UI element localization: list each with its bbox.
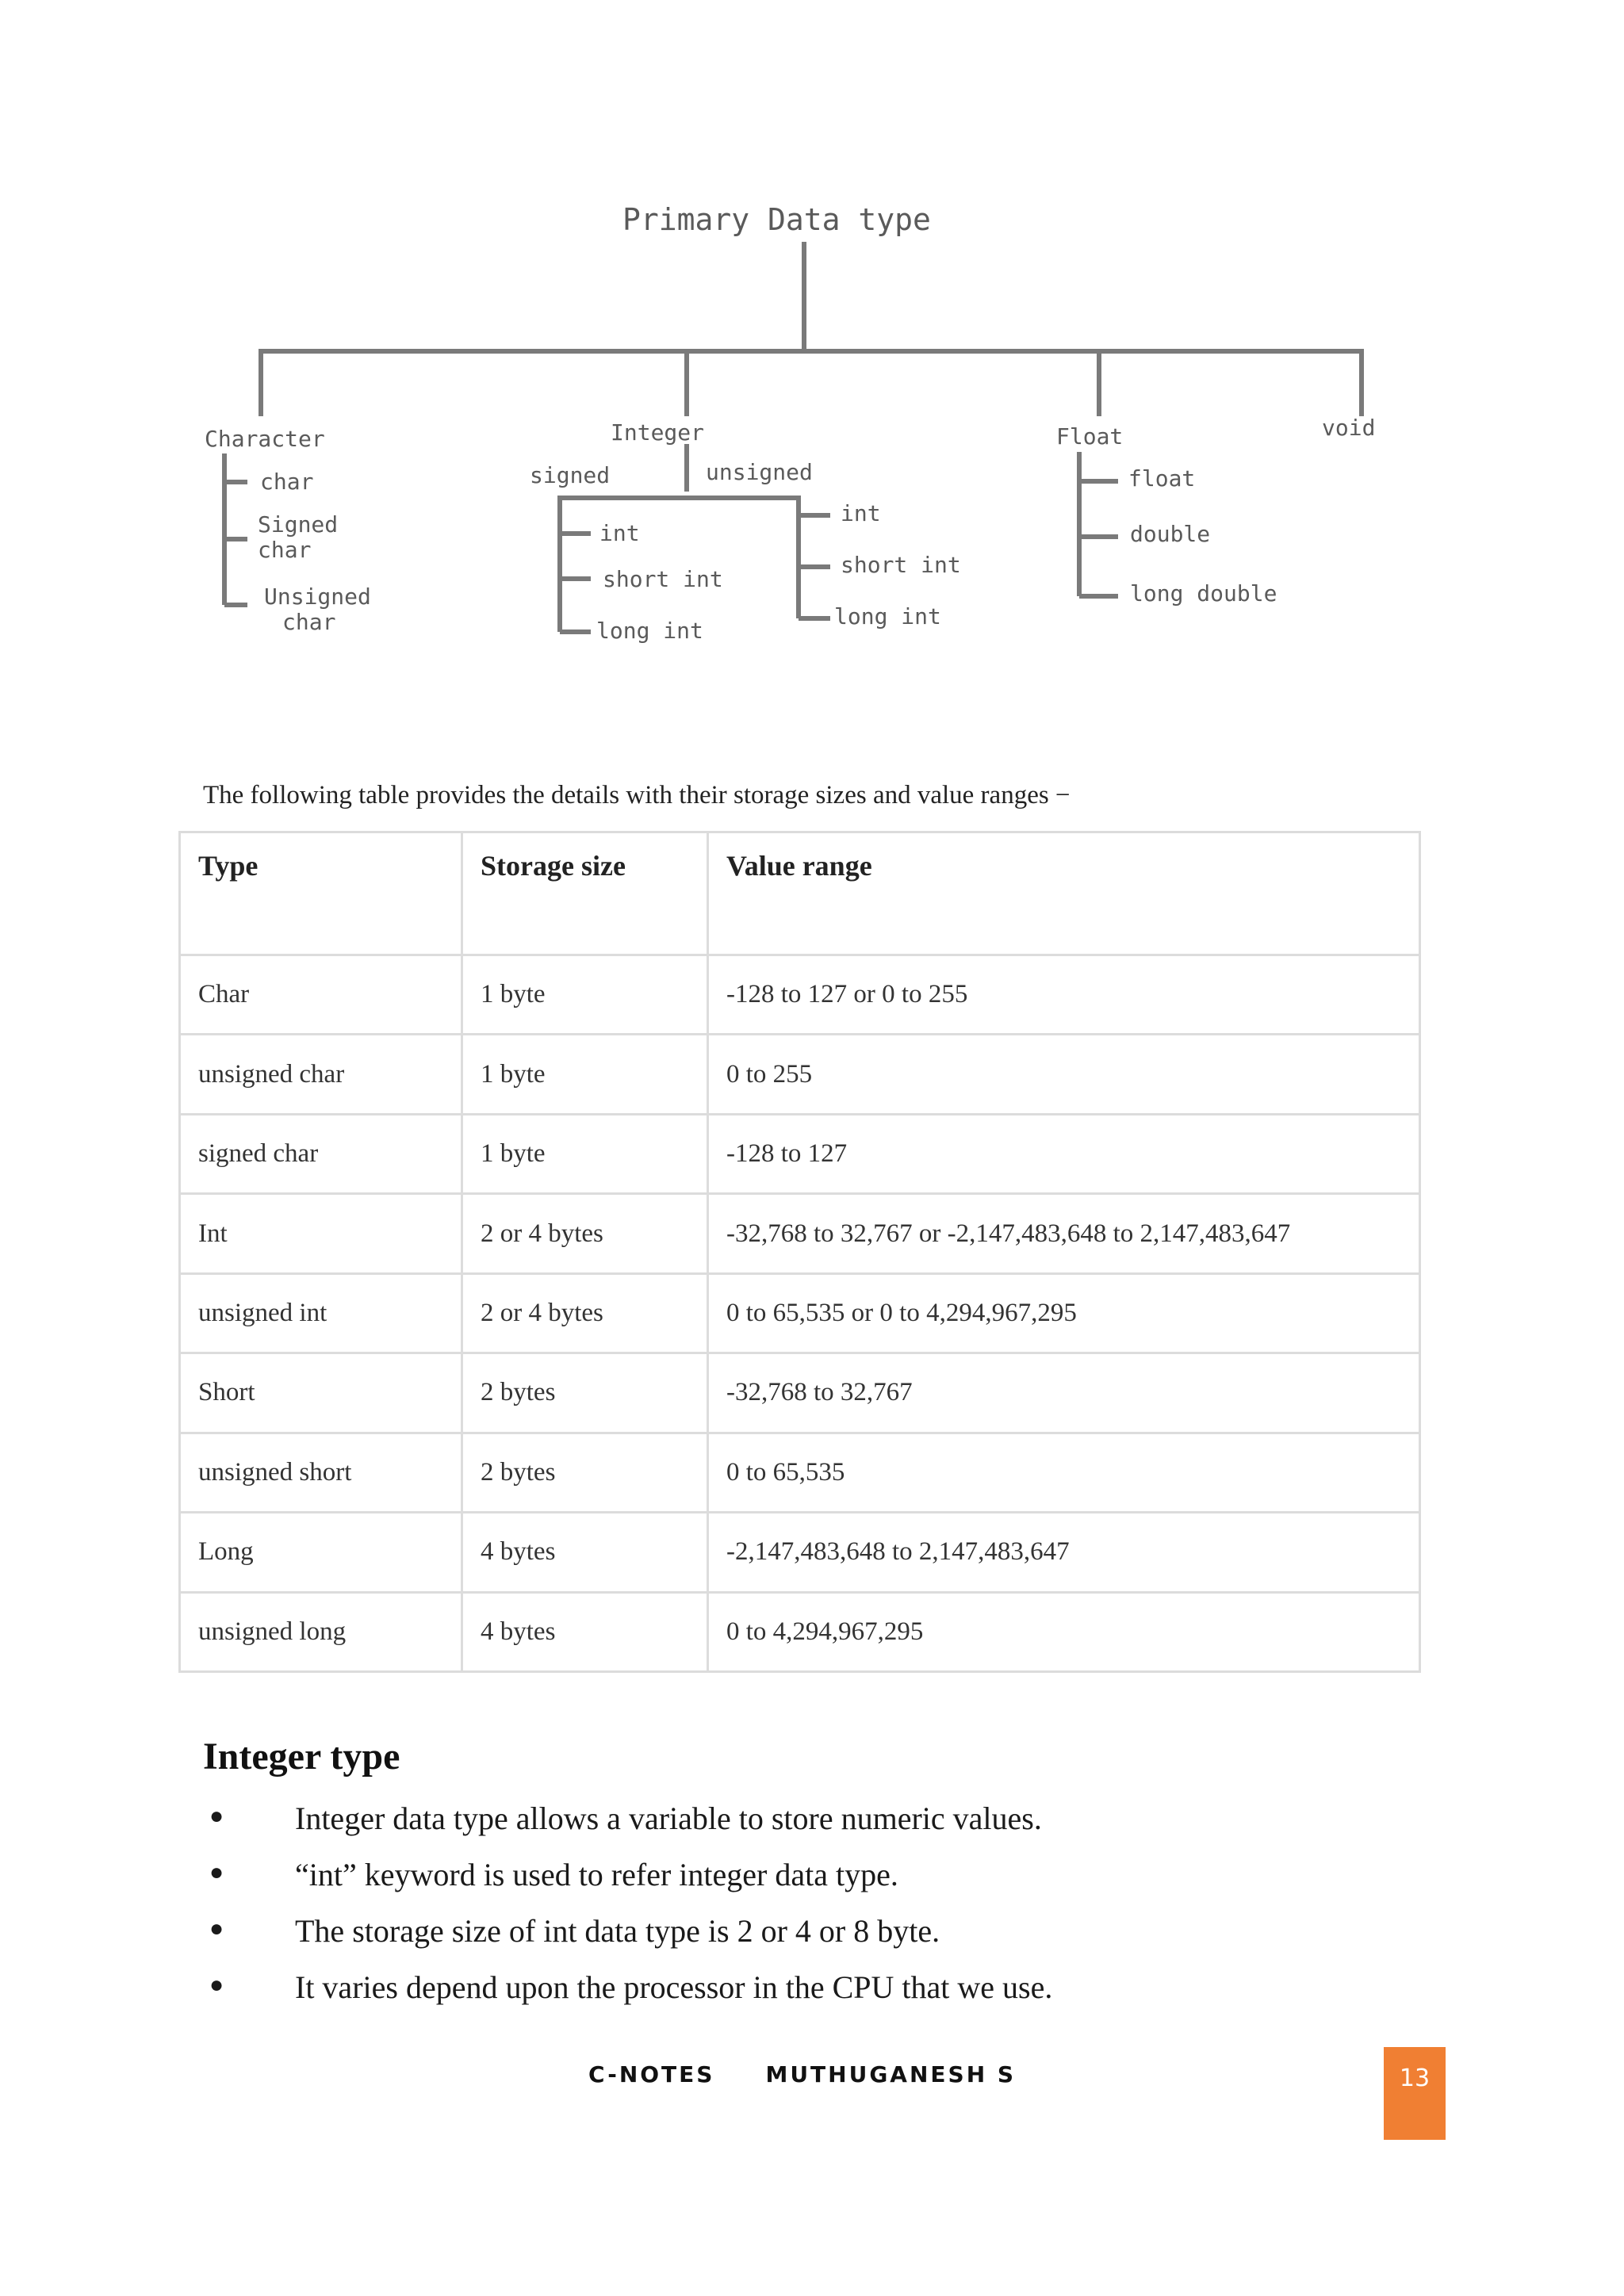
cell-value-range: 0 to 65,535	[708, 1433, 1420, 1512]
bullet-icon: ●	[209, 1915, 224, 1942]
diagram-float-label: Float	[1056, 423, 1124, 450]
diagram-signed-item: int	[599, 520, 640, 546]
diagram-unsigned-label: unsigned	[706, 459, 813, 485]
cell-value-range: -2,147,483,648 to 2,147,483,647	[708, 1513, 1420, 1592]
cell-storage-size: 4 bytes	[462, 1592, 708, 1672]
table-header-row	[180, 832, 1420, 955]
diagram-unsigned-item: short int	[841, 552, 961, 578]
diagram-character-label: Character	[205, 426, 325, 452]
bullet-text: Integer data type allows a variable to store numeric values.	[295, 1800, 1042, 1836]
cell-type: Int	[180, 1194, 462, 1273]
page-footer	[588, 2061, 1067, 2087]
cell-storage-size: 2 bytes	[462, 1353, 708, 1433]
cell-value-range: -128 to 127 or 0 to 255	[708, 955, 1420, 1035]
cell-type: Char	[180, 955, 462, 1035]
cell-value-range: -32,768 to 32,767 or -2,147,483,648 to 2,147,483,647	[708, 1194, 1420, 1273]
diagram-float-item: double	[1130, 521, 1211, 547]
bullet-icon: ●	[209, 1803, 224, 1829]
cell-value-range: 0 to 255	[708, 1035, 1420, 1114]
page-number-badge	[1384, 2047, 1446, 2140]
cell-value-range: 0 to 65,535 or 0 to 4,294,967,295	[708, 1273, 1420, 1353]
bullet-item	[203, 1969, 1392, 2025]
table-body	[180, 955, 1420, 1672]
bullet-text: The storage size of int data type is 2 or 4 or 8 byte.	[295, 1913, 940, 1949]
table-row	[180, 955, 1420, 1035]
table-row	[180, 1353, 1420, 1433]
diagram-integer-label: Integer	[611, 419, 705, 446]
table-row	[180, 1433, 1420, 1512]
diagram-character-item: char	[260, 469, 314, 495]
diagram-float-item: long double	[1130, 580, 1277, 607]
page-number: 13	[1399, 2064, 1431, 2092]
bullet-item	[203, 1800, 1392, 1856]
bullet-text: “int” keyword is used to refer integer data type.	[295, 1857, 898, 1892]
bullet-item	[203, 1856, 1392, 1912]
diagram-signed-item: long int	[596, 618, 703, 644]
diagram-signed-item: short int	[603, 566, 723, 592]
cell-storage-size: 1 byte	[462, 1114, 708, 1193]
diagram-unsigned-item: int	[841, 500, 881, 526]
table-row	[180, 1273, 1420, 1353]
diagram-float-item: float	[1128, 465, 1196, 492]
bullet-item	[203, 1912, 1392, 1969]
diagram-unsigned-item: long int	[834, 603, 941, 629]
table-row	[180, 1194, 1420, 1273]
bullet-icon: ●	[209, 1859, 224, 1885]
primary-data-type-diagram	[0, 0, 1624, 714]
section-heading: Integer type	[203, 1735, 400, 1777]
cell-value-range: -32,768 to 32,767	[708, 1353, 1420, 1433]
cell-type: unsigned long	[180, 1592, 462, 1672]
bullet-list	[203, 1800, 1392, 2025]
cell-storage-size: 2 or 4 bytes	[462, 1273, 708, 1353]
table-row	[180, 1035, 1420, 1114]
cell-type: unsigned short	[180, 1433, 462, 1512]
footer-author: MUTHUGANESH S	[765, 2061, 1017, 2087]
diagram-character-item: Signed	[258, 511, 339, 538]
cell-type: Long	[180, 1513, 462, 1592]
cell-storage-size: 2 bytes	[462, 1433, 708, 1512]
diagram-void-label: void	[1322, 415, 1376, 441]
diagram-signed-label: signed	[530, 462, 611, 488]
diagram-character-item: char	[282, 609, 336, 635]
cell-type: signed char	[180, 1114, 462, 1193]
table-row	[180, 1592, 1420, 1672]
diagram-character-item: Unsigned	[264, 584, 371, 610]
bullet-text: It varies depend upon the processor in the CPU that we use.	[295, 1969, 1053, 2005]
cell-storage-size: 4 bytes	[462, 1513, 708, 1592]
data-type-table	[178, 831, 1421, 1673]
table-row	[180, 1114, 1420, 1193]
cell-storage-size: 1 byte	[462, 955, 708, 1035]
cell-value-range: -128 to 127	[708, 1114, 1420, 1193]
cell-storage-size: 1 byte	[462, 1035, 708, 1114]
cell-type: Short	[180, 1353, 462, 1433]
table-row	[180, 1513, 1420, 1592]
header-storage-size: Storage size	[462, 832, 708, 955]
header-type: Type	[180, 832, 462, 955]
bullet-icon: ●	[209, 1972, 224, 1998]
cell-type: unsigned char	[180, 1035, 462, 1114]
diagram-root-label: Primary Data type	[622, 202, 931, 237]
cell-value-range: 0 to 4,294,967,295	[708, 1592, 1420, 1672]
table-intro-text: The following table provides the details with their storage sizes and value ranges −	[203, 781, 1071, 809]
header-value-range: Value range	[708, 832, 1420, 955]
cell-storage-size: 2 or 4 bytes	[462, 1194, 708, 1273]
footer-title: C-NOTES	[588, 2061, 715, 2087]
diagram-character-item: char	[258, 537, 312, 563]
cell-type: unsigned int	[180, 1273, 462, 1353]
